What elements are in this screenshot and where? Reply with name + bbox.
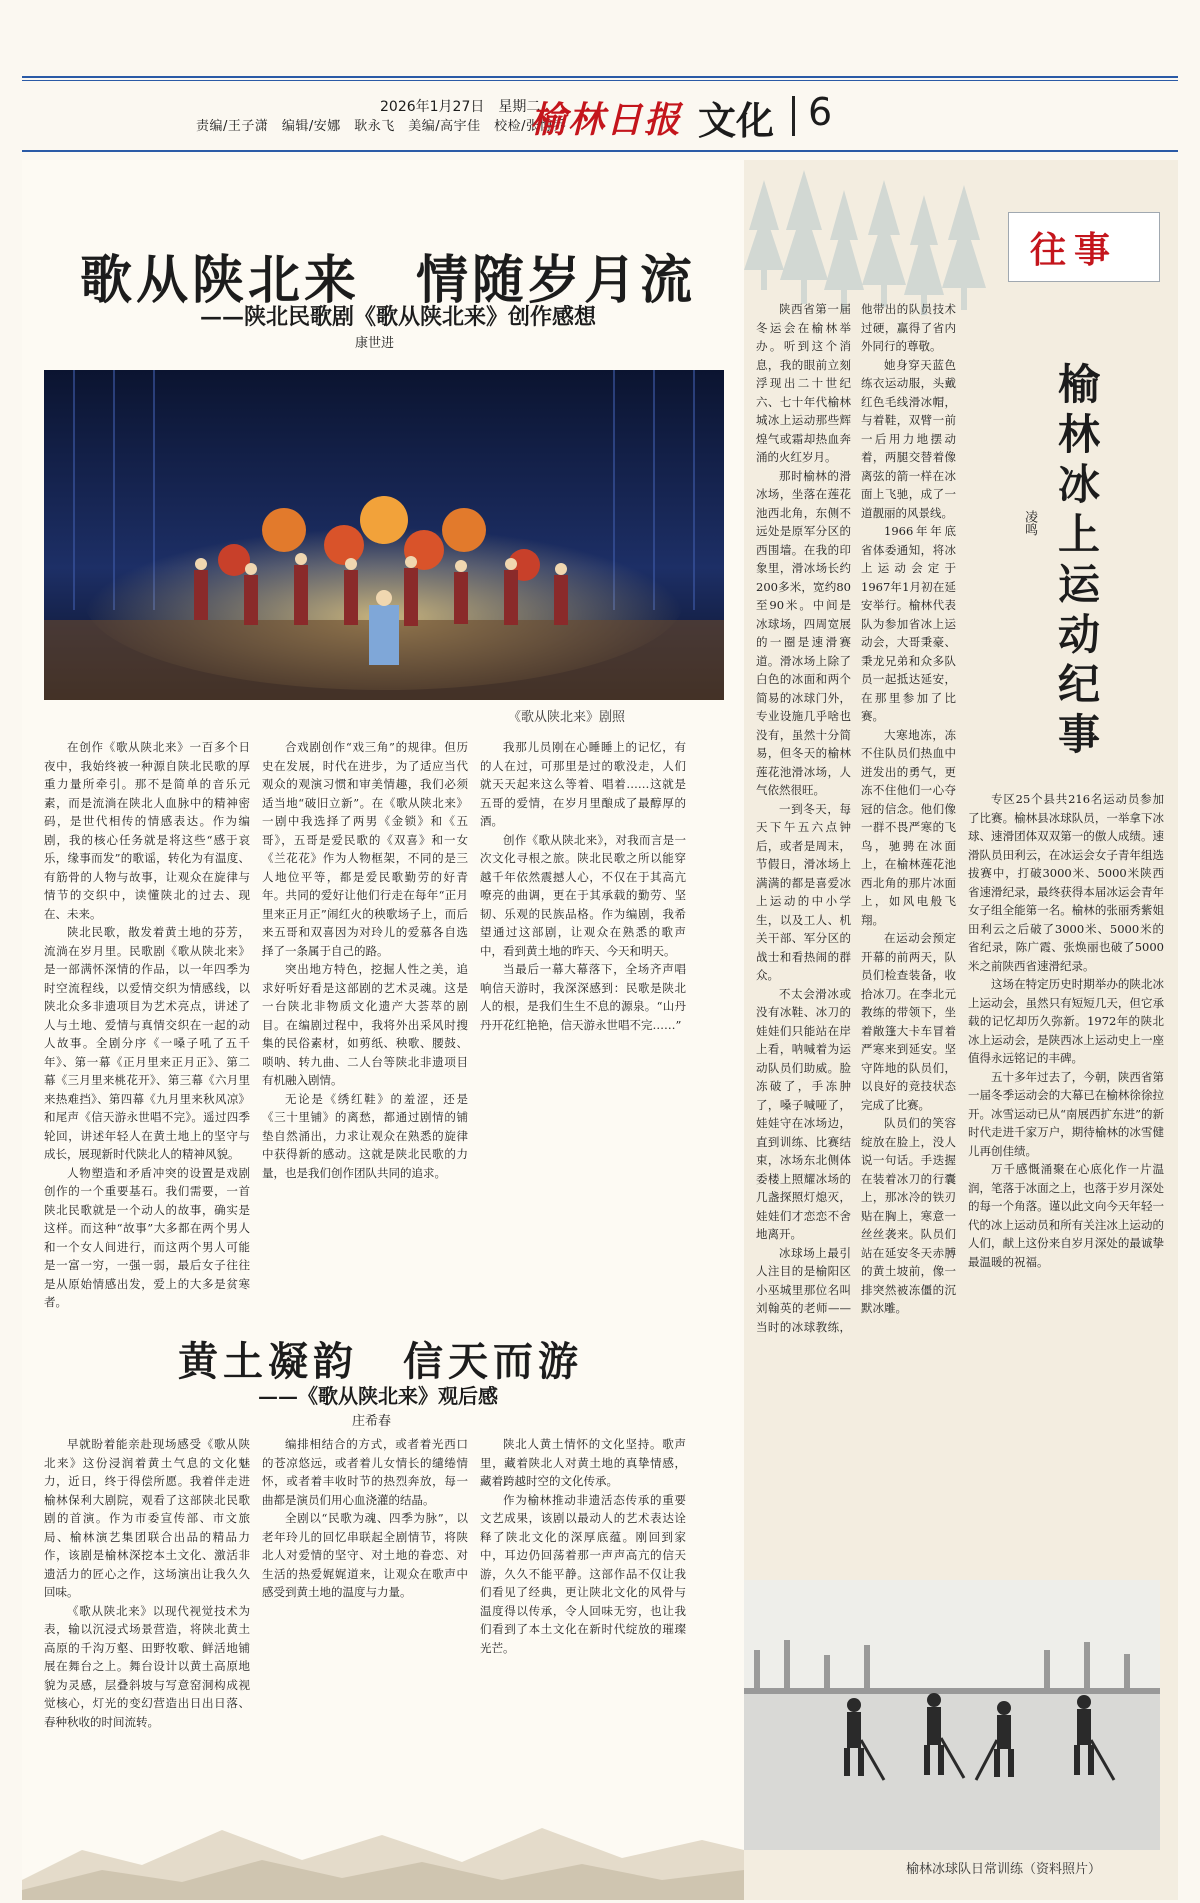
article3-col3-para-1: 专区25个县共216名运动员参加了比赛。榆林县冰球队员，一举拿下冰球、速滑团体双双第一的傲人成绩。速滑队员田利云，在冰运会女子青年组选拔赛中，打破3000米、5000米陕西省速滑纪录，最终获得本届冰运会青年女子组全能第一名。榆林的张丽秀紫姐田利云之后破了3000米、5000米的省纪录，陈广霞、张焕丽也破了5000米之前陕西省速滑纪录。 bbox=[968, 792, 1164, 973]
article3-col1-para-4: 不太会滑冰或没有冰鞋、冰刀的娃娃们只能站在岸上看，呐喊着为运动队员们助威。脸冻破了，手冻肿了，嗓子喊哑了，娃娃守在冰场边，直到训练、比赛结束，冰场东北侧体委楼上照耀冰场的几盏探照灯熄灭，娃娃们才恋恋不舍地离开。 bbox=[756, 986, 851, 1241]
header-top-rule bbox=[22, 76, 1178, 78]
article3-col2-para-4: 在运动会预定开幕的前两天，队员们检查装备，收拾冰刀。在李北元教练的带领下，坐着敞篷大卡车冒着严寒来到延安。坚守阵地的队员们，以良好的竞技状态完成了比赛。 bbox=[861, 931, 956, 1112]
article3-col1-para-5: 冰球场上最引人注目的是榆阳区小巫城里那位名叫刘翰英的老师——当时的冰球教练，他带出的队员技术过硬，赢得了省内外同行的尊敬。 bbox=[756, 302, 956, 1334]
article1-title: 歌从陕北来 情随岁月流 bbox=[80, 250, 697, 311]
ice-hockey-photo-caption: 榆林冰球队日常训练（资料照片） bbox=[906, 1862, 1102, 1877]
article1-column-3 bbox=[480, 738, 686, 1298]
article1-column-2 bbox=[262, 738, 468, 1298]
article3-column-3 bbox=[968, 790, 1164, 1570]
article3-col2-para-3: 大寒地冻，冻不住队员们热血中迸发出的勇气，更冻不住他们一心夺冠的信念。他们像一群不畏严寒的飞鸟，驰骋在冰面上，在榆林莲花池西北角的那片冰面上，如风电般飞翔。 bbox=[861, 727, 956, 927]
article1-col1-para-2: 陕北民歌，散发着黄土地的芬芳，流淌在岁月里。民歌剧《歌从陕北来》是一部满怀深情的作品，以一年四季为时空流程线，以爱情交织为情感线，以陕北众多非遗项目为艺术亮点，讲述了人与土地、爱情与真情交织在一起的动人故事。全剧分序《一嗓子吼了五千年》、第一幕《正月里来正月正》、第二幕《三月里来桃花开》、第三幕《六月里来热难挡》、第四幕《九月里来秋风凉》和尾声《信天游永世唱不完》。遥过四季轮回，讲述年轻人在黄土地上的坚守与成长，展现新时代陕北人的精神风貌。 bbox=[44, 925, 250, 1161]
article2-col1-para-1: 早就盼着能亲赴现场感受《歌从陕北来》这份浸润着黄土气息的文化魅力，近日，终于得偿所愿。我着伴走进榆林保利大剧院，观看了这部陕北民歌剧的首演。作为市委宣传部、市文旅局、榆林演艺集团联合出品的精品力作，该剧是榆林深挖本土文化、激活非遗活力的匠心之作，这场演出让我久久回味。 bbox=[44, 1437, 250, 1599]
article2-col1-para-2: 《歌从陕北来》以现代视觉技术为表，输以沉浸式场景营造，将陕北黄土高原的千沟万壑、田野牧歌、鲜活地铺展在舞台之上。舞台设计以黄土高原地貌为灵感，层叠斜坡与写意窑洞构成视觉核心，灯光的变幻营造出日出日落、春种秋收的时间流转。 bbox=[44, 1603, 250, 1729]
article3-col2-para-5: 队员们的笑容绽放在脸上，没人说一句话。手迭握在装着冰刀的行囊上，那冰冷的铁刃贴在胸上，寒意一丝丝袭来。队员们站在延安冬天赤膊的黄土坡前，像一排突然被冻僵的沉默冰雕。 bbox=[861, 1116, 956, 1315]
mountain-decoration bbox=[22, 1790, 744, 1900]
article3-col3-para-4: 万千感慨涌聚在心底化作一片温润，笔落于冰面之上，也落于岁月深处的每一个角落。谨以此文向今天年轻一代的冰上运动员和所有关注冰上运动的人们，献上这份来自岁月深处的最诚挚最温暖的祝福。 bbox=[968, 1162, 1164, 1269]
article3-col3-para-2: 这场在特定历史时期举办的陕北冰上运动会，虽然只有短短几天，但它承载的记忆却历久弥新。1972年的陕北冰上运动会，是陕西冰上运动史上一座值得永远铭记的丰碑。 bbox=[968, 977, 1164, 1065]
article1-col2-para-2: 突出地方特色，挖掘人性之美，追求好听好看是这部剧的艺术灵魂。这是一台陕北非物质文化遗产大荟萃的剧目。在编剧过程中，我将外出采风时搜集的民俗素材，如剪纸、秧歌、腰鼓、唢呐、转九曲、二人台等陕北非遗项目有机融入剧情。 bbox=[262, 962, 468, 1087]
article3-title: 榆林冰上运动纪事 bbox=[1052, 362, 1101, 762]
article3-col3-para-3: 五十多年过去了，今朝，陕西省第一届冬季运动会的大幕已在榆林徐徐拉开。冰雪运动已从“南展西扩东进”的新时代走进千家万户，期待榆林的冰雪健儿再创佳绩。 bbox=[968, 1069, 1164, 1158]
article3-col1-para-2: 那时榆林的滑冰场，坐落在莲花池西北角，东侧不远处是原军分区的西围墙。在我的印象里，滑冰场长约200多米，宽约80至90米。中间是冰球场，四周宽展的一圈是速滑赛道。滑冰场上除了白色的冰面和两个简易的冰球门外，专业设施几乎啥也没有，虽然十分简易，但冬天的榆林莲花池滑冰场，人气依然很旺。 bbox=[756, 468, 851, 797]
header-divider bbox=[792, 96, 795, 136]
article1-col1-para-3: 人物塑造和矛盾冲突的设置是戏剧创作的一个重要基石。我们需要，一首陕北民歌就是一个动人的故事，确实是这样。而这种“故事”大多都在两个男人和一个女人间进行，而这两个男人可能是一富一穷，一强一弱，最后女子往往是从原始情感出发，爱上的大多是贫寒者。 bbox=[44, 1165, 250, 1309]
article2-col2-para-2: 全剧以“民歌为魂、四季为脉”，以老年玲儿的回忆串联起全剧情节，将陕北人对爱情的坚守、对土地的眷恋、对生活的热爱娓娓道来，让观众在歌声中感受到黄土地的温度与力量。 bbox=[262, 1511, 468, 1599]
header-top-rule-thin bbox=[22, 80, 1178, 81]
newspaper-logo: 榆林日报 bbox=[530, 99, 683, 141]
article2-column-2 bbox=[262, 1435, 468, 1795]
article2-col3-para-1: 陕北人黄土情怀的文化坚持。歌声里，藏着陕北人对黄土地的真挚情感，藏着跨越时空的文化传承。 bbox=[480, 1437, 686, 1488]
article1-column-1 bbox=[44, 738, 250, 1309]
header-bottom-rule bbox=[22, 150, 1178, 152]
article3-col1-para-1: 陕西省第一届冬运会在榆林举办。听到这个消息，我的眼前立刻浮现出二十世纪六、七十年代榆林城冰上运动那些辉煌气或霜却热血奔涌的火红岁月。 bbox=[756, 302, 851, 464]
article1-col2-para-3: 无论是《绣红鞋》的羞涩，还是《三十里铺》的离愁，都通过剧情的铺垫自然涌出，力求让观众在熟悉的旋律中获得新的感动。这就是陕北民歌的力量，也是我们创作团队共同的追求。 bbox=[262, 1091, 468, 1180]
section-badge-text: 往事 bbox=[1030, 229, 1119, 271]
article1-col3-para-3: 当最后一幕大幕落下，全场齐声唱响信天游时，我深深感到：民歌是陕北人的根，是我们生生不息的源泉。“山丹丹开花红艳艳，信天游永世唱不完……” bbox=[480, 962, 686, 1032]
article1-col2-para-1: 合戏剧创作“戏三角”的规律。但历史在发展，时代在进步，为了适应当代观众的观演习惯和审美情趣，我们必须适当地“破旧立新”。在《歌从陕北来》一剧中我选择了两男《金锁》和《五哥》，五哥是爱民歌的《双喜》和一女《兰花花》作为人物框架，不同的是三人地位平等，都是爱民歌勤劳的好青年。共同的爱好让他们行走在每年“正月里来正月正”闹红火的秧歌场子上，而后来五哥和双喜因为对玲儿的爱慕各自选择了一条属于自己的路。 bbox=[262, 740, 468, 958]
article1-col3-para-1: 我那儿员刚在心睡睡上的记忆，有的人在过，可那里是过的歌没走，人们就天天起来这么等着、唱着……这就是五哥的爱情，在岁月里酿成了最醇厚的酒。 bbox=[480, 740, 686, 828]
article1-subtitle: ——陕北民歌剧《歌从陕北来》创作感想 bbox=[200, 304, 597, 330]
article3-col1-para-3: 一到冬天，每天下午五六点钟后，或者是周末，节假日，滑冰场上满满的都是喜爱冰上运动的中小学生，以及工人、机关干部、军分区的战士和看热闹的群众。 bbox=[756, 801, 851, 982]
issue-date: 2026年1月27日 星期二 bbox=[380, 99, 541, 115]
article3-col2-para-1: 她身穿天蓝色练衣运动服，头戴红色毛线滑冰帽，与着鞋，双臂一前一后用力地摆动着，两腿交替着像离弦的箭一样在冰面上飞驰，成了一道靓丽的风景线。 bbox=[861, 357, 956, 520]
ice-hockey-photo bbox=[744, 1580, 1160, 1850]
article3-col2-para-2: 1966年年底省体委通知，将冰上运动会定于1967年1月初在延安举行。榆林代表队为参加省冰上运动会，大哥秉豪、秉龙兄弟和众多队员一起抵达延安，在那里参加了比赛。 bbox=[861, 524, 956, 723]
stage-photo bbox=[44, 370, 724, 700]
article1-col3-para-2: 创作《歌从陕北来》，对我而言是一次文化寻根之旅。陕北民歌之所以能穿越千年依然震撼人心，不仅在于其高亢嘹亮的曲调，更在于其承载的勤劳、坚韧、乐观的民族品格。作为编剧，我希望通过这部剧，让观众在熟悉的歌声中，看到黄土地的昨天、今天和明天。 bbox=[480, 832, 686, 958]
article2-column-1 bbox=[44, 1435, 250, 1795]
ice-hockey-photo-image bbox=[744, 1580, 1160, 1850]
page-number: 6 bbox=[808, 90, 833, 134]
article3-author: 凌鸣 bbox=[1022, 510, 1037, 536]
article2-subtitle: ——《歌从陕北来》观后感 bbox=[258, 1384, 498, 1408]
stage-photo-caption: 《歌从陕北来》剧照 bbox=[508, 710, 626, 725]
editor-credits: 责编/王子潇 编辑/安娜 耿永飞 美编/高宇佳 校检/张博乔 bbox=[196, 119, 567, 134]
article3-column-1 bbox=[756, 300, 956, 1570]
article2-col3-para-2: 作为榆林推动非遗活态传承的重要文艺成果，该剧以最动人的艺术表达诠释了陕北文化的深厚底蕴。刚回到家中，耳边仍回荡着那一声声高亢的信天游，久久不能平静。这部作品不仅让我们看见了经典，更让陕北文化的风骨与温度得以传承，令人回味无穷，也让我们看到了本土文化在新时代绽放的璀璨光芒。 bbox=[480, 1492, 686, 1655]
article2-author: 庄希春 bbox=[352, 1414, 392, 1429]
stage-photo-image bbox=[44, 370, 724, 700]
article2-title: 黄土凝韵 信天而游 bbox=[178, 1338, 583, 1385]
article1-author: 康世进 bbox=[355, 336, 395, 351]
article1-col1-para-1: 在创作《歌从陕北来》一百多个日夜中，我始终被一种源自陕北民歌的厚重力量所牵引。那不是简单的音乐元素，而是流淌在陕北人血脉中的精神密码，是世代相传的情感表达。作为编剧，我的核心任务就是将这些“感于哀乐，缘事而发”的歌谣，转化为有温度、有筋骨的人物与故事，让观众在旋律与情节的交织中，读懂陕北的过去、现在、未来。 bbox=[44, 740, 250, 921]
section-name: 文化 bbox=[698, 99, 775, 143]
article2-column-3 bbox=[480, 1435, 686, 1795]
article2-col2-para-1: 编排相结合的方式，或者着光西口的苍凉悠远，或者着儿女情长的缱绻情怀，或者着丰收时节的热烈奔放，每一曲都是演员们用心血浇灌的结晶。 bbox=[262, 1437, 468, 1507]
